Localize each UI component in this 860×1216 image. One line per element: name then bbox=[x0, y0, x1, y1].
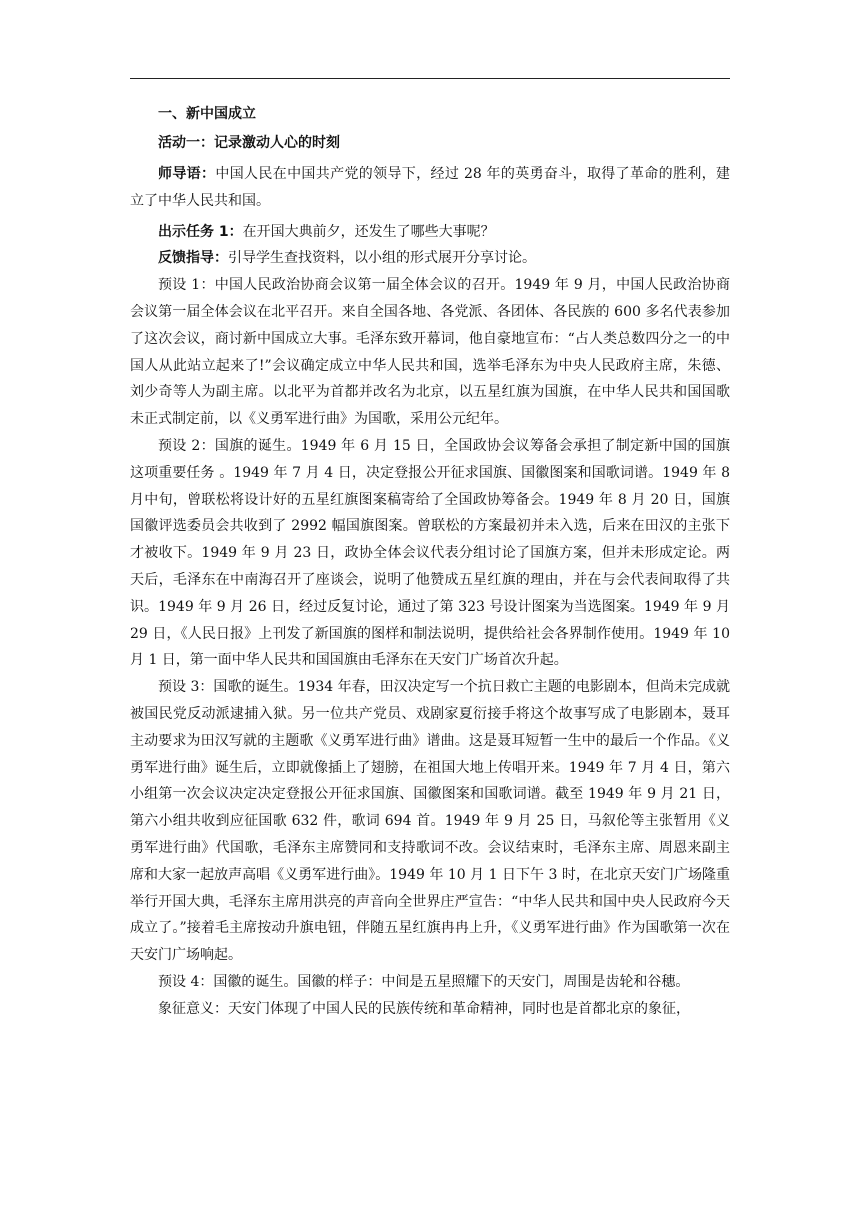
preset-3-paragraph: 预设 3：国歌的诞生。1934 年春，田汉决定写一个抗日救亡主题的电影剧本，但尚未完成就被国民党反动派逮捕入狱。另一位共产党员、戏剧家夏衍接手将这个故事写成了电影剧本，聂耳主动要求为田汉写就的主题歌《义勇军进行曲》谱曲。这是聂耳短暂一生中的最后一个作品。《义勇军进行曲》诞生后，立即就像插上了翅膀，在祖国大地上传唱开来。1949 年 7 月 4 日，第六小组第一次会议决定决定登报公开征求国旗、国徽图案和国歌词谱。截至 1949 年 9 月 21 日，第六小组共收到应征国歌 632 件，歌词 694 首。1949 年 9 月 25 日，马叙伦等主张暂用《义勇军进行曲》代国歌，毛泽东主席赞同和支持歌词不改。会议结束时，毛泽东主席、周恩来副主席和大家一起放声高唱《义勇军进行曲》。1949 年 10 月 1 日下午 3 时，在北京天安门广场隆重举行开国大典，毛泽东主席用洪亮的声音向全世界庄严宣告：“中华人民共和国中央人民政府今天成立了。”接着毛主席按动升旗电钮，伴随五星红旗冉冉上升，《义勇军进行曲》作为国歌第一次在天安门广场响起。 bbox=[130, 679, 730, 964]
feedback-text: 引导学生查找资料，以小组的形式展开分享讨论。 bbox=[228, 250, 536, 267]
document-body bbox=[130, 100, 730, 1023]
task-paragraph bbox=[130, 219, 730, 246]
symbolism-paragraph: 象征意义：天安门体现了中国人民的民族传统和革命精神，同时也是首都北京的象征， bbox=[158, 1000, 690, 1017]
teacher-intro-paragraph bbox=[130, 161, 730, 215]
teacher-intro-text: 中国人民在中国共产党的领导下，经过 28 年的英勇奋斗，取得了革命的胜利，建立了中华人民共和国。 bbox=[130, 166, 731, 209]
activity-title: 活动一：记录激动人心的时刻 bbox=[158, 135, 340, 151]
preset-4-paragraph: 预设 4：国徽的诞生。国徽的样子：中间是五星照耀下的天安门，周围是齿轮和谷穗。 bbox=[158, 973, 690, 990]
task-label: 出示任务 1： bbox=[158, 223, 243, 240]
feedback-label: 反馈指导： bbox=[158, 250, 228, 267]
preset-1-paragraph: 预设 1：中国人民政治协商会议第一届全体会议的召开。1949 年 9 月，中国人民政治协商会议第一届全体会议在北平召开。来自全国各地、各党派、各团体、各民族的 600 多名代表参加了这次会议，商讨新中国成立大事。毛泽东致开幕词，他自豪地宣布：“占人类总数四分之一的中国人从此站立起来了!”会议确定成立中华人民共和国，选举毛泽东为中央人民政府主席，朱德、刘少奇等人为副主席。以北平为首都并改名为北京，以五星红旗为国旗，在中华人民共和国国歌未正式制定前，以《义勇军进行曲》为国歌，采用公元纪年。 bbox=[130, 277, 730, 428]
teacher-intro-label: 师导语： bbox=[158, 166, 216, 182]
preset-2-paragraph: 预设 2：国旗的诞生。1949 年 6 月 15 日，全国政协会议筹备会承担了制定新中国的国旗这项重要任务 。1949 年 7 月 4 日，决定登报公开征求国旗、国徽图案和国歌词谱。1949 年 8 月中旬，曾联松将设计好的五星红旗图案稿寄给了全国政协筹备会。1949 年 8 月 20 日，国旗国徽评选委员会共收到了 2992 幅国旗图案。曾联松的方案最初并未入选，后来在田汉的主张下才被收下。1949 年 9 月 23 日，政协全体会议代表分组讨论了国旗方案，但并未形成定论。两天后，毛泽东在中南海召开了座谈会，说明了他赞成五星红旗的理由，并在与会代表间取得了共识。1949 年 9 月 26 日，经过反复讨论，通过了第 323 号设计图案为当选图案。1949 年 9 月 29 日，《人民日报》上刊发了新国旗的图样和制法说明，提供给社会各界制作使用。1949 年 10 月 1 日，第一面中华人民共和国国旗由毛泽东在天安门广场首次升起。 bbox=[130, 437, 730, 669]
task-text: 在开国大典前夕，还发生了哪些大事呢？ bbox=[242, 223, 495, 240]
header-rule bbox=[130, 78, 730, 79]
feedback-paragraph bbox=[130, 245, 730, 272]
section-title: 一、新中国成立 bbox=[158, 106, 256, 122]
